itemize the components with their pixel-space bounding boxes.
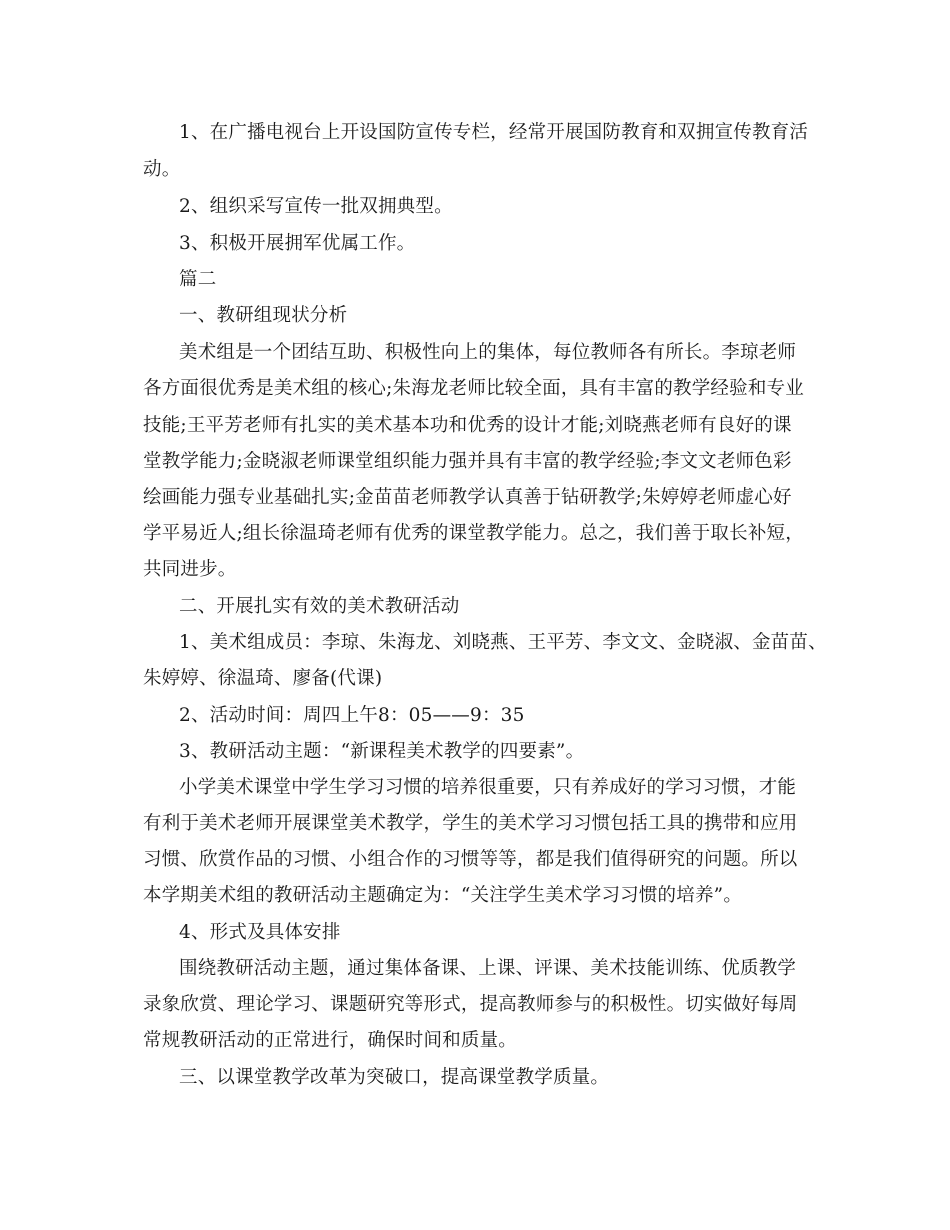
paragraph-line: 常规教研活动的正常进行，确保时间和质量。	[143, 1030, 518, 1051]
list-item: 3、积极开展拥军优属工作。	[179, 233, 416, 254]
paragraph-line: 动。	[143, 159, 181, 180]
paragraph-line: 小学美术课堂中学生学习习惯的培养很重要，只有养成好的学习习惯，才能	[179, 777, 797, 798]
paragraph-line: 录象欣赏、理论学习、课题研究等形式，提高教师参与的积极性。切实做好每周	[143, 994, 798, 1015]
list-item: 2、活动时间：周四上午8：05——9：35	[179, 705, 525, 726]
list-item: 1、美术组成员：李琼、朱海龙、刘晓燕、王平芳、李文文、金晓淑、金苗苗、	[179, 632, 827, 653]
paragraph-line: 技能;王平芳老师有扎实的美术基本功和优秀的设计才能;刘晓燕老师有良好的课	[143, 415, 792, 436]
section-heading: 篇二	[179, 269, 217, 290]
paragraph-line: 学平易近人;组长徐温琦老师有优秀的课堂教学能力。总之，我们善于取长补短，	[143, 523, 804, 544]
list-item: 4、形式及具体安排	[179, 922, 341, 943]
list-item: 2、组织采写宣传一批双拥典型。	[179, 196, 453, 217]
section-heading: 三、以课堂教学改革为突破口，提高课堂教学质量。	[179, 1067, 610, 1088]
section-heading: 一、教研组现状分析	[179, 305, 348, 326]
paragraph-line: 本学期美术组的教研活动主题确定为：“关注学生美术学习习惯的培养”。	[143, 885, 743, 906]
paragraph-line: 1、在广播电视台上开设国防宣传专栏，经常开展国防教育和双拥宣传教育活	[179, 122, 809, 143]
paragraph-line: 共同进步。	[143, 559, 237, 580]
list-item: 朱婷婷、徐温琦、廖备(代课)	[143, 668, 383, 689]
paragraph-line: 围绕教研活动主题，通过集体备课、上课、评课、美术技能训练、优质教学	[179, 958, 797, 979]
list-item: 3、教研活动主题：“新课程美术教学的四要素”。	[179, 741, 585, 762]
paragraph-line: 绘画能力强专业基础扎实;金苗苗老师教学认真善于钻研教学;朱婷婷老师虚心好	[143, 487, 792, 508]
paragraph-line: 习惯、欣赏作品的习惯、小组合作的习惯等等，都是我们值得研究的问题。所以	[143, 849, 798, 870]
paragraph-line: 堂教学能力;金晓淑老师课堂组织能力强并具有丰富的教学经验;李文文老师色彩	[143, 451, 792, 472]
paragraph-line: 有利于美术老师开展课堂美术教学，学生的美术学习习惯包括工具的携带和应用	[143, 813, 798, 834]
section-heading: 二、开展扎实有效的美术教研活动	[179, 596, 460, 617]
paragraph-line: 各方面很优秀是美术组的核心;朱海龙老师比较全面，具有丰富的教学经验和专业	[143, 378, 804, 399]
paragraph-line: 美术组是一个团结互助、积极性向上的集体，每位教师各有所长。李琼老师	[179, 342, 797, 363]
